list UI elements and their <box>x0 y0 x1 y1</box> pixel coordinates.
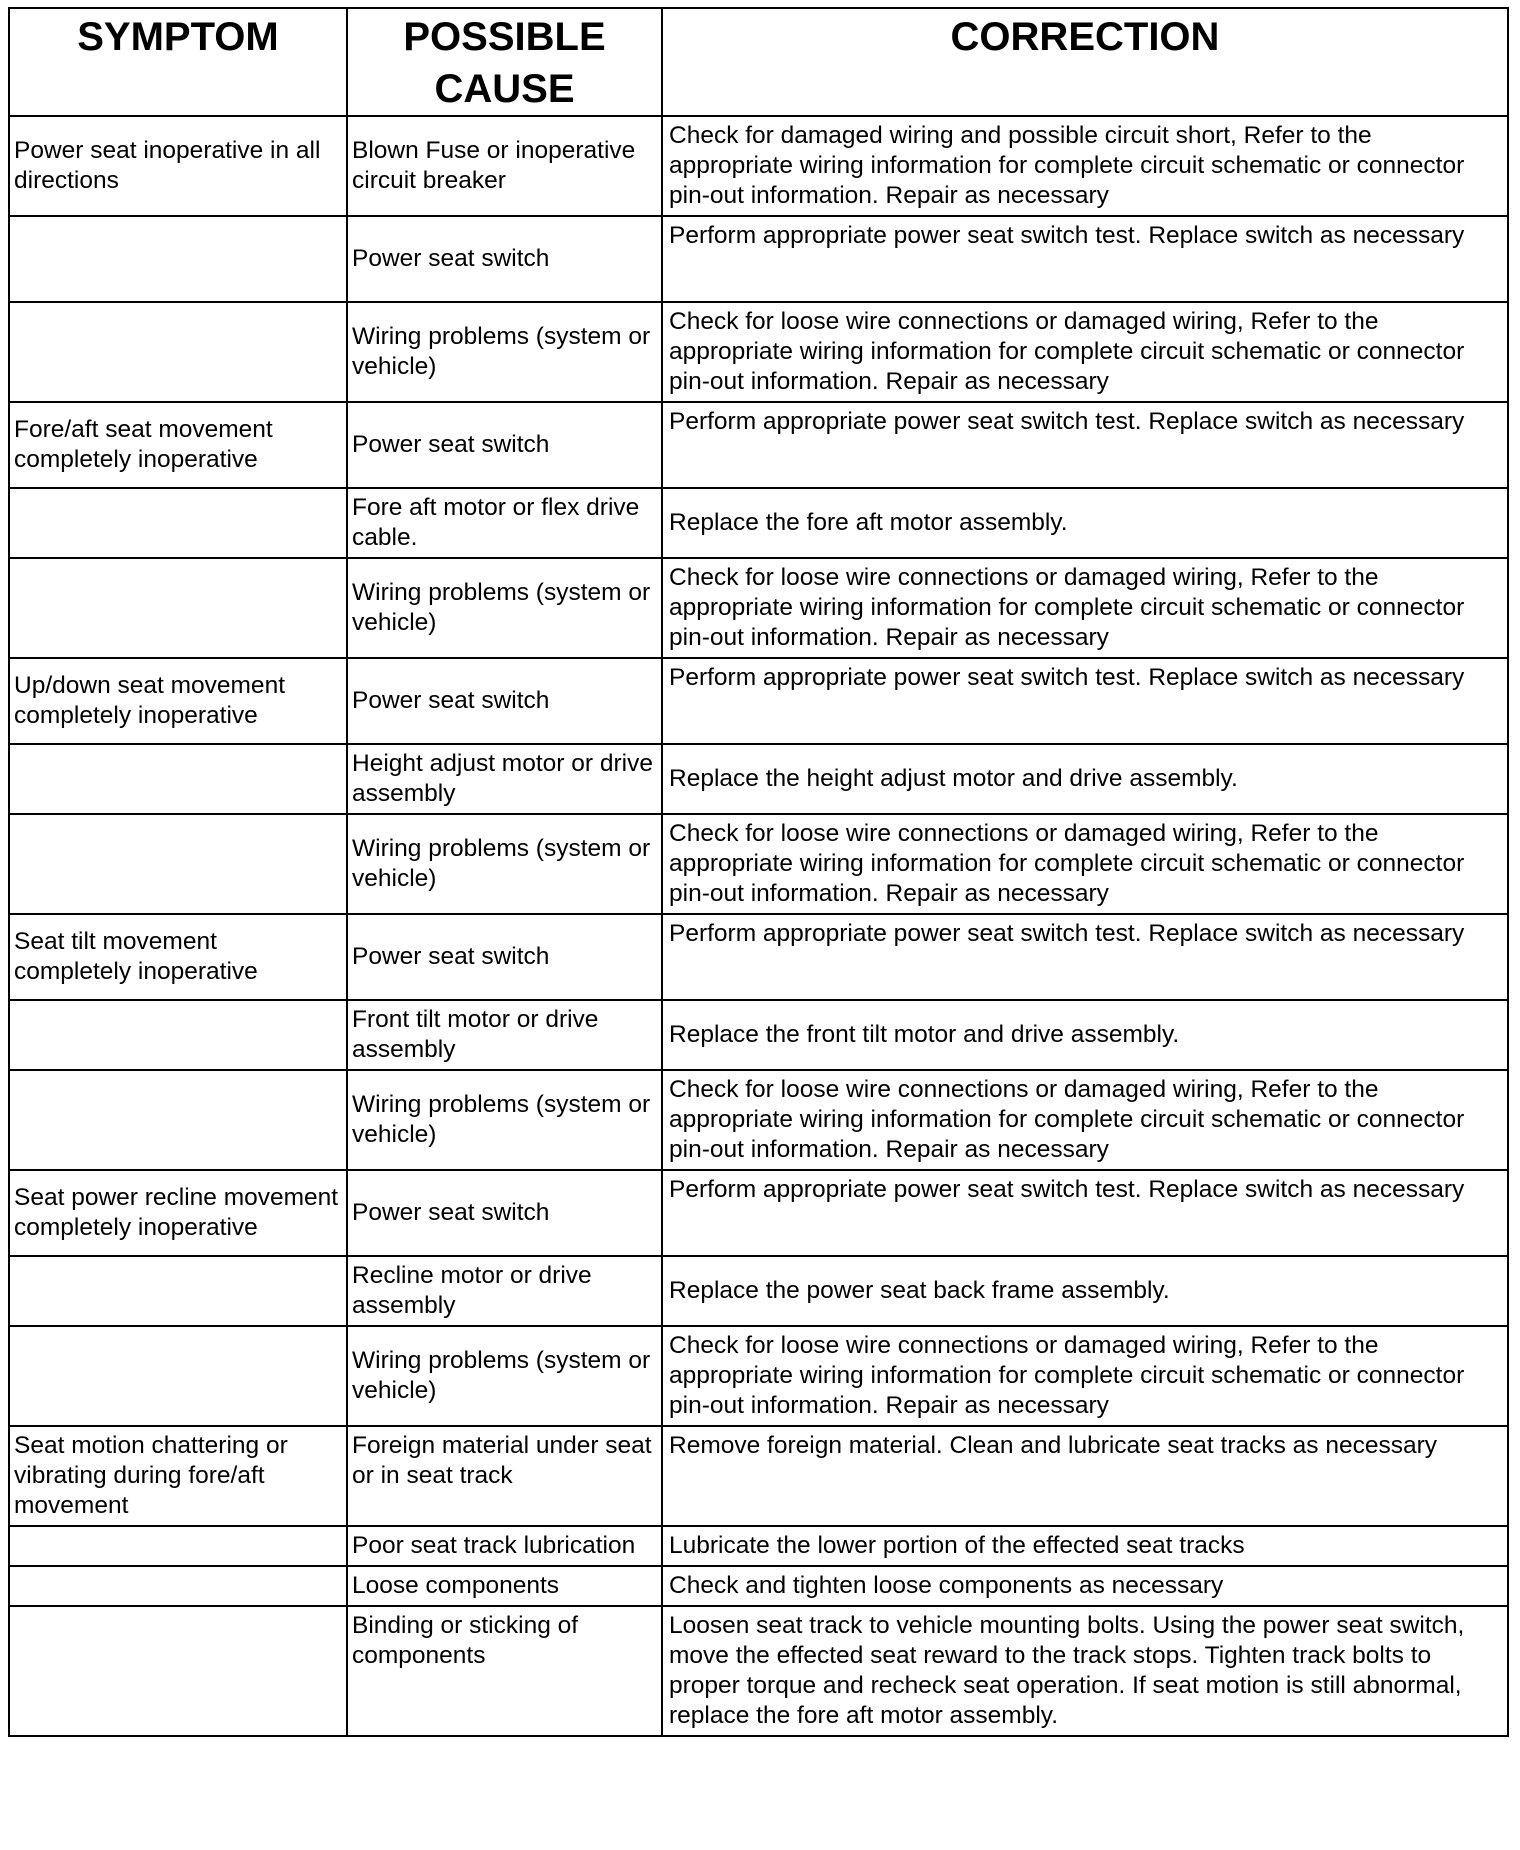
possible-cause-cell: Wiring problems (system or vehicle) <box>347 814 662 914</box>
correction-cell: Check for loose wire connections or damaged wiring, Refer to the appropriate wiring information for complete circuit schematic or connector pin-out information. Repair as necessary <box>662 1326 1508 1426</box>
symptom-cell <box>9 814 347 914</box>
possible-cause-cell: Front tilt motor or drive assembly <box>347 1000 662 1070</box>
symptom-cell <box>9 1526 347 1566</box>
table-row <box>9 1326 1508 1426</box>
possible-cause-cell: Power seat switch <box>347 216 662 302</box>
possible-cause-cell: Recline motor or drive assembly <box>347 1256 662 1326</box>
correction-cell: Replace the fore aft motor assembly. <box>662 488 1508 558</box>
table-row <box>9 1606 1508 1736</box>
symptom-cell <box>9 558 347 658</box>
symptom-cell <box>9 744 347 814</box>
possible-cause-cell: Power seat switch <box>347 658 662 744</box>
table-row <box>9 1170 1508 1256</box>
symptom-cell <box>9 1256 347 1326</box>
possible-cause-cell: Wiring problems (system or vehicle) <box>347 1326 662 1426</box>
table-row <box>9 814 1508 914</box>
correction-cell: Remove foreign material. Clean and lubricate seat tracks as necessary <box>662 1426 1508 1526</box>
table-row <box>9 116 1508 216</box>
possible-cause-cell: Height adjust motor or drive assembly <box>347 744 662 814</box>
table-row <box>9 744 1508 814</box>
possible-cause-cell: Foreign material under seat or in seat track <box>347 1426 662 1526</box>
correction-cell: Check for loose wire connections or damaged wiring, Refer to the appropriate wiring information for complete circuit schematic or connector pin-out information. Repair as necessary <box>662 302 1508 402</box>
table-row <box>9 1526 1508 1566</box>
possible-cause-cell: Wiring problems (system or vehicle) <box>347 302 662 402</box>
table-row <box>9 914 1508 1000</box>
symptom-cell <box>9 1070 347 1170</box>
table-row <box>9 1566 1508 1606</box>
header-symptom: SYMPTOM <box>9 8 347 116</box>
correction-cell: Perform appropriate power seat switch test. Replace switch as necessary <box>662 216 1508 302</box>
correction-cell: Loosen seat track to vehicle mounting bolts. Using the power seat switch, move the effected seat reward to the track stops. Tighten track bolts to proper torque and recheck seat operation. If seat motion is still abnormal, replace the fore aft motor assembly. <box>662 1606 1508 1736</box>
correction-cell: Check for loose wire connections or damaged wiring, Refer to the appropriate wiring information for complete circuit schematic or connector pin-out information. Repair as necessary <box>662 814 1508 914</box>
correction-cell: Perform appropriate power seat switch test. Replace switch as necessary <box>662 1170 1508 1256</box>
table-row <box>9 558 1508 658</box>
possible-cause-cell: Power seat switch <box>347 402 662 488</box>
possible-cause-cell: Binding or sticking of components <box>347 1606 662 1736</box>
correction-cell: Check for loose wire connections or damaged wiring, Refer to the appropriate wiring information for complete circuit schematic or connector pin-out information. Repair as necessary <box>662 558 1508 658</box>
table-row <box>9 1000 1508 1070</box>
header-possible-cause: POSSIBLE CAUSE <box>347 8 662 116</box>
table-row <box>9 488 1508 558</box>
symptom-cell: Seat motion chattering or vibrating during fore/aft movement <box>9 1426 347 1526</box>
symptom-cell: Power seat inoperative in all directions <box>9 116 347 216</box>
header-correction: CORRECTION <box>662 8 1508 116</box>
possible-cause-cell: Wiring problems (system or vehicle) <box>347 558 662 658</box>
possible-cause-cell: Power seat switch <box>347 1170 662 1256</box>
symptom-cell: Seat tilt movement completely inoperative <box>9 914 347 1000</box>
symptom-cell <box>9 1000 347 1070</box>
header-row <box>9 8 1508 116</box>
correction-cell: Check and tighten loose components as necessary <box>662 1566 1508 1606</box>
possible-cause-cell: Fore aft motor or flex drive cable. <box>347 488 662 558</box>
table-row <box>9 216 1508 302</box>
table-row <box>9 658 1508 744</box>
correction-cell: Replace the power seat back frame assembly. <box>662 1256 1508 1326</box>
correction-cell: Perform appropriate power seat switch test. Replace switch as necessary <box>662 658 1508 744</box>
diagnosis-table <box>8 7 1509 1737</box>
symptom-cell <box>9 1326 347 1426</box>
symptom-cell: Seat power recline movement completely inoperative <box>9 1170 347 1256</box>
possible-cause-cell: Blown Fuse or inoperative circuit breaker <box>347 116 662 216</box>
symptom-cell: Up/down seat movement completely inoperative <box>9 658 347 744</box>
symptom-cell <box>9 216 347 302</box>
possible-cause-cell: Loose components <box>347 1566 662 1606</box>
possible-cause-cell: Wiring problems (system or vehicle) <box>347 1070 662 1170</box>
table-row <box>9 1070 1508 1170</box>
correction-cell: Check for damaged wiring and possible circuit short, Refer to the appropriate wiring information for complete circuit schematic or connector pin-out information. Repair as necessary <box>662 116 1508 216</box>
symptom-cell <box>9 1606 347 1736</box>
correction-cell: Replace the front tilt motor and drive assembly. <box>662 1000 1508 1070</box>
correction-cell: Perform appropriate power seat switch test. Replace switch as necessary <box>662 914 1508 1000</box>
table-row <box>9 1426 1508 1526</box>
correction-cell: Replace the height adjust motor and drive assembly. <box>662 744 1508 814</box>
correction-cell: Check for loose wire connections or damaged wiring, Refer to the appropriate wiring information for complete circuit schematic or connector pin-out information. Repair as necessary <box>662 1070 1508 1170</box>
table-row <box>9 402 1508 488</box>
symptom-cell: Fore/aft seat movement completely inoperative <box>9 402 347 488</box>
table-row <box>9 1256 1508 1326</box>
symptom-cell <box>9 488 347 558</box>
correction-cell: Perform appropriate power seat switch test. Replace switch as necessary <box>662 402 1508 488</box>
possible-cause-cell: Poor seat track lubrication <box>347 1526 662 1566</box>
table-row <box>9 302 1508 402</box>
correction-cell: Lubricate the lower portion of the effected seat tracks <box>662 1526 1508 1566</box>
possible-cause-cell: Power seat switch <box>347 914 662 1000</box>
symptom-cell <box>9 1566 347 1606</box>
symptom-cell <box>9 302 347 402</box>
